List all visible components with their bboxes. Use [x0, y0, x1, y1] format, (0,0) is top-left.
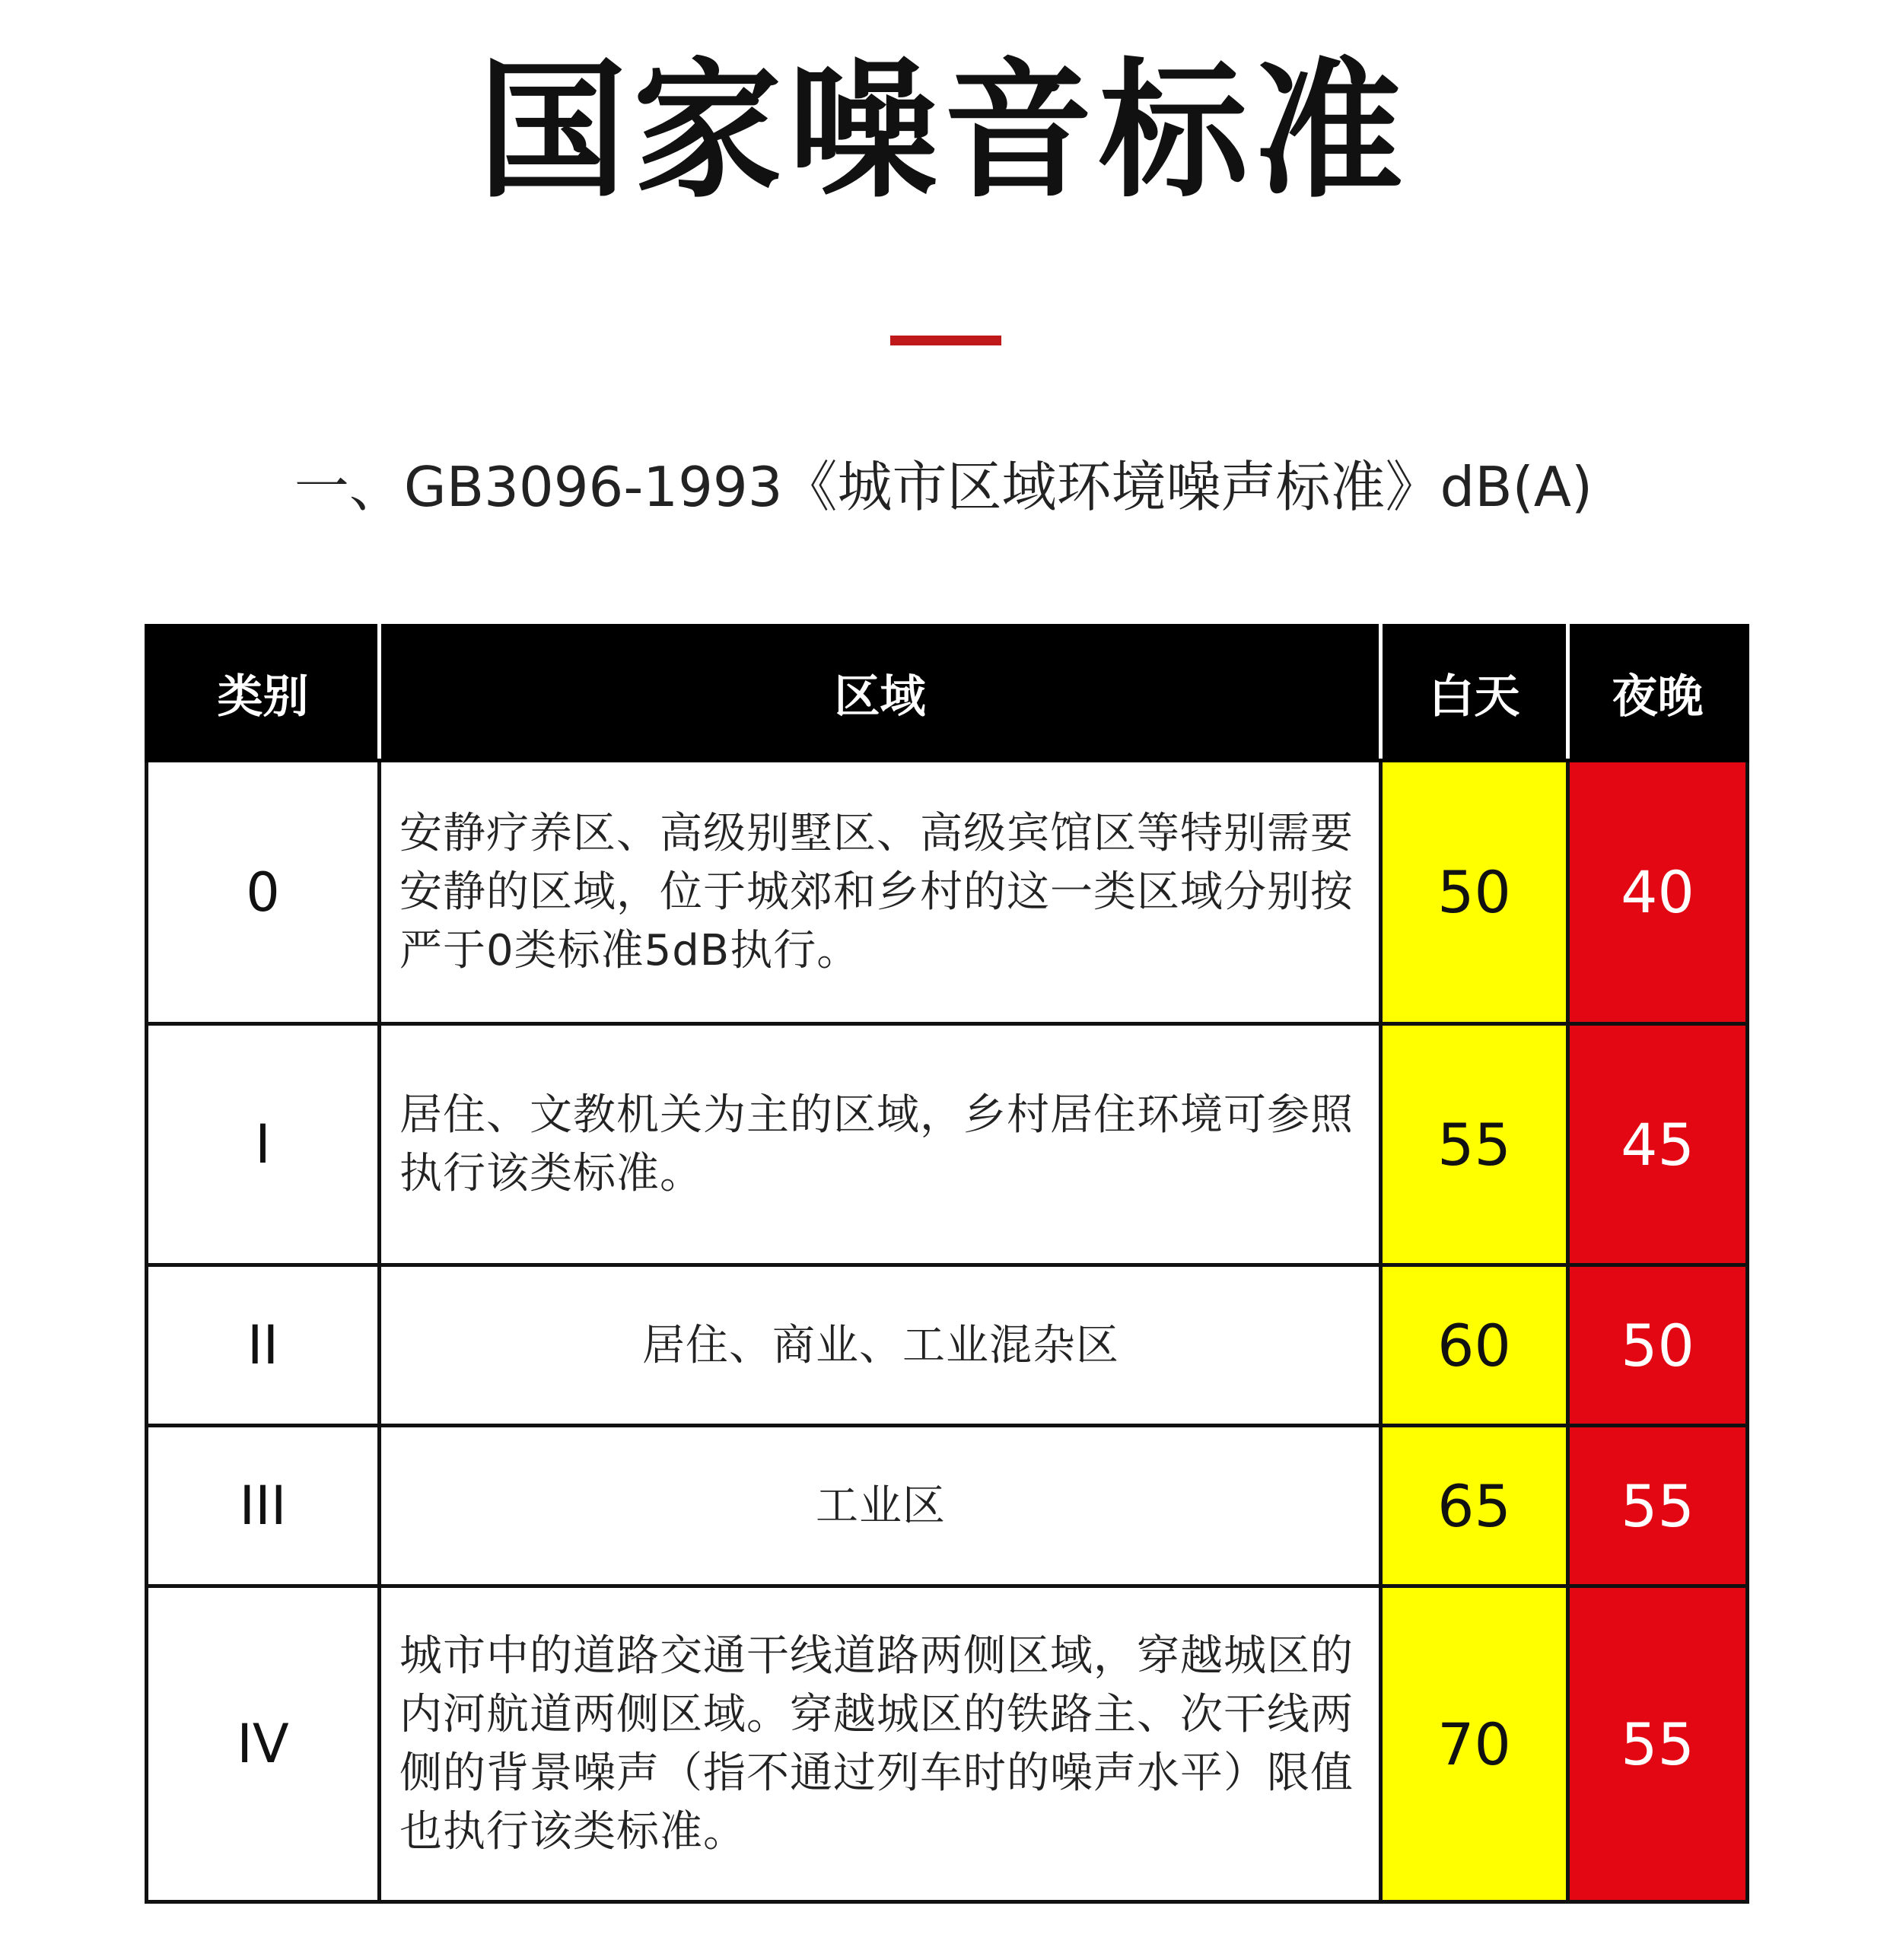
night-limit-cell: 40: [1568, 761, 1748, 1024]
area-cell: 居住、文教机关为主的区域，乡村居住环境可参照执行该类标准。: [380, 1024, 1381, 1265]
noise-standard-table: [145, 624, 1749, 1904]
header-day: 白天: [1381, 626, 1568, 761]
page-title: 国家噪音标准: [477, 45, 1409, 218]
night-limit-cell: 45: [1568, 1024, 1748, 1265]
day-limit-cell: 65: [1381, 1426, 1568, 1586]
day-limit-cell: 60: [1381, 1265, 1568, 1426]
category-cell: III: [147, 1426, 380, 1586]
night-limit-cell: 55: [1568, 1586, 1748, 1902]
area-cell: 城市中的道路交通干线道路两侧区域，穿越城区的内河航道两侧区域。穿越城区的铁路主、次干线两侧的背景噪声（指不通过列车时的噪声水平）限值也执行该类标准。: [380, 1586, 1381, 1902]
header-category: 类别: [147, 626, 380, 761]
table-row: [147, 761, 1748, 1024]
area-cell: 居住、商业、工业混杂区: [380, 1265, 1381, 1426]
day-limit-cell: 55: [1381, 1024, 1568, 1265]
category-cell: 0: [147, 761, 380, 1024]
table-row: [147, 1265, 1748, 1426]
standard-subtitle: 一、GB3096-1993《城市区域环境噪声标准》dB(A): [294, 455, 1593, 519]
header-area: 区域: [380, 626, 1381, 761]
category-cell: II: [147, 1265, 380, 1426]
day-limit-cell: 70: [1381, 1586, 1568, 1902]
title-divider: [890, 336, 1001, 345]
category-cell: IV: [147, 1586, 380, 1902]
night-limit-cell: 50: [1568, 1265, 1748, 1426]
category-cell: I: [147, 1024, 380, 1265]
area-cell: 安静疗养区、高级别墅区、高级宾馆区等特别需要安静的区域，位于城郊和乡村的这一类区域分别按严于0类标准5dB执行。: [380, 761, 1381, 1024]
day-limit-cell: 50: [1381, 761, 1568, 1024]
table-row: [147, 1024, 1748, 1265]
area-cell: 工业区: [380, 1426, 1381, 1586]
night-limit-cell: 55: [1568, 1426, 1748, 1586]
table-header-row: [147, 626, 1748, 761]
table-row: [147, 1426, 1748, 1586]
header-night: 夜晚: [1568, 626, 1748, 761]
table-row: [147, 1586, 1748, 1902]
